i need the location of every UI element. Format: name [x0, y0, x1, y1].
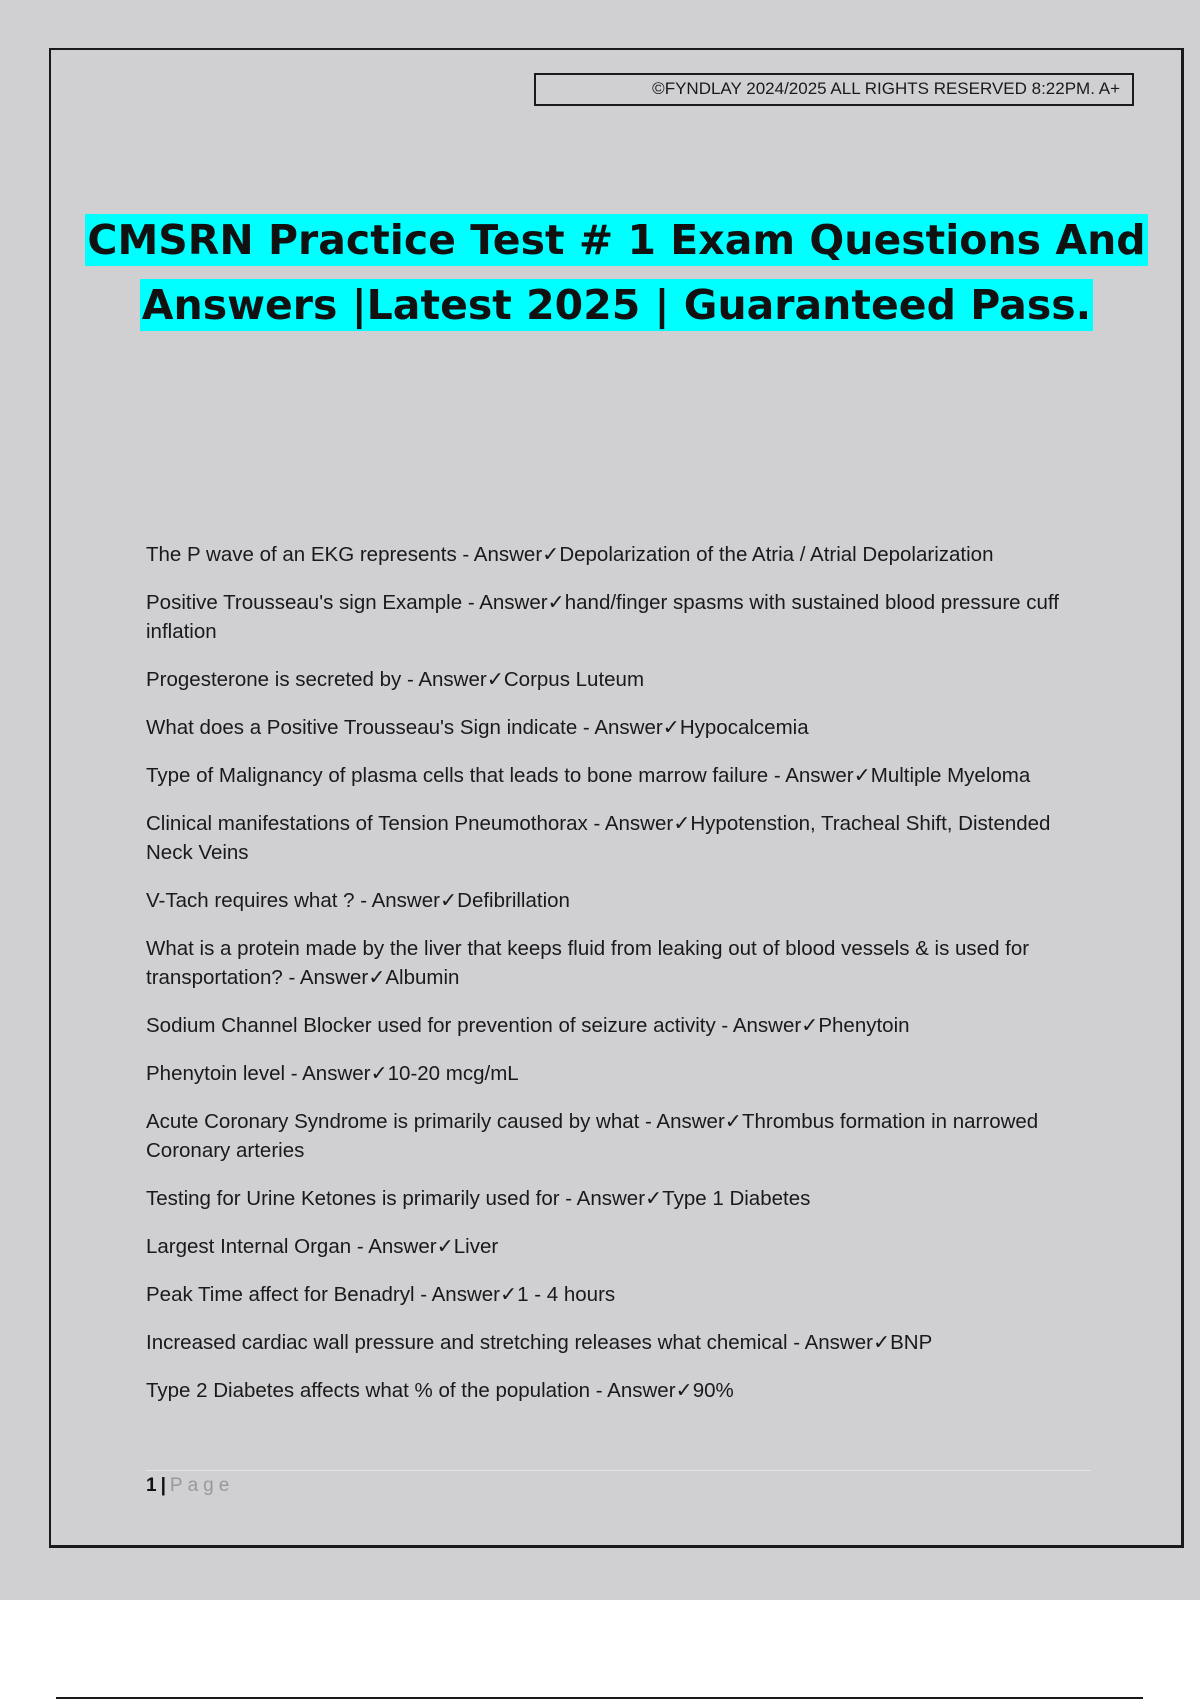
- qa-item: Peak Time affect for Benadryl - Answer✓1 - 4 hours: [146, 1283, 616, 1306]
- page-number: 1: [146, 1475, 157, 1496]
- qa-item: The P wave of an EKG represents - Answer✓Depolarization of the Atria / Atrial Depolarization: [146, 543, 994, 566]
- qa-item: Positive Trousseau's sign Example - Answer✓hand/finger spasms with sustained blood pressure cuff inflation: [146, 591, 1059, 643]
- qa-item: Increased cardiac wall pressure and stretching releases what chemical - Answer✓BNP: [146, 1331, 933, 1354]
- qa-item: What is a protein made by the liver that keeps fluid from leaking out of blood vessels & is used for transportation? - Answer✓Albumin: [146, 937, 1030, 989]
- qa-item: Phenytoin level - Answer✓10-20 mcg/mL: [146, 1062, 519, 1085]
- qa-item: Type of Malignancy of plasma cells that leads to bone marrow failure - Answer✓Multiple Myeloma: [146, 764, 1031, 787]
- footer-divider: [146, 1470, 1091, 1471]
- qa-item: Acute Coronary Syndrome is primarily caused by what - Answer✓Thrombus formation in narrowed Coronary arteries: [146, 1110, 1039, 1162]
- qa-item: Sodium Channel Blocker used for prevention of seizure activity - Answer✓Phenytoin: [146, 1014, 910, 1037]
- qa-item: What does a Positive Trousseau's Sign indicate - Answer✓Hypocalcemia: [146, 716, 809, 739]
- qa-item: V-Tach requires what ? - Answer✓Defibrillation: [146, 889, 570, 912]
- question-answer-list: [146, 540, 1096, 1424]
- qa-item: Largest Internal Organ - Answer✓Liver: [146, 1235, 499, 1258]
- page-separator: |: [160, 1475, 166, 1496]
- page-label: Page: [169, 1475, 235, 1496]
- qa-item: Progesterone is secreted by - Answer✓Corpus Luteum: [146, 668, 645, 691]
- qa-item: Clinical manifestations of Tension Pneumothorax - Answer✓Hypotenstion, Tracheal Shift, Distended Neck Veins: [146, 812, 1051, 864]
- qa-item: Testing for Urine Ketones is primarily used for - Answer✓Type 1 Diabetes: [146, 1187, 811, 1210]
- qa-item: Type 2 Diabetes affects what % of the population - Answer✓90%: [146, 1379, 734, 1402]
- copyright-notice: ©FYNDLAY 2024/2025 ALL RIGHTS RESERVED 8:22PM. A+: [534, 73, 1134, 106]
- page-footer: [146, 1473, 234, 1499]
- document-title: [70, 208, 1163, 338]
- next-page-rule: [56, 1697, 1143, 1699]
- title-line-2: Answers |Latest 2025 | Guaranteed Pass.: [141, 281, 1092, 329]
- title-line-1: CMSRN Practice Test # 1 Exam Questions And: [87, 216, 1146, 264]
